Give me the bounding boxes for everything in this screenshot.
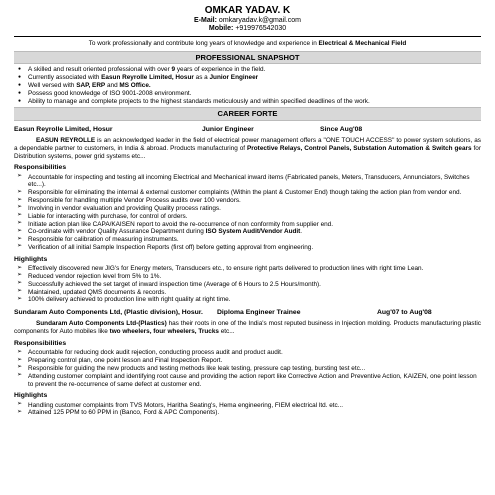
job1-desc-products: Protective Relays, Control Panels, Substation Automation & Switch gears xyxy=(247,144,472,152)
list-item xyxy=(14,281,481,289)
job2-desc-company: Sundaram Auto Components Ltd-(Plastics) xyxy=(36,320,167,328)
list-item xyxy=(14,98,481,106)
job1-header xyxy=(14,126,481,134)
job2-highlights-list xyxy=(14,402,481,418)
list-item-text: Possess good knowledge of ISO 9001-2008 environment. xyxy=(28,89,192,97)
job1-desc-tail: for Distribution systems, power grid systems etc... xyxy=(14,144,481,160)
job2-description xyxy=(14,320,481,336)
list-item xyxy=(14,74,481,82)
list-item-emphasis: ISO System Audit/Vendor Audit xyxy=(205,228,301,236)
list-item xyxy=(14,349,481,357)
list-item-text: Responsible for guiding the new products and testing methods like leak testing, pressure cap testing, bursting test etc... xyxy=(28,364,366,372)
list-item xyxy=(14,213,481,221)
list-item-text: Successfully achieved the set target of inward inspection time (Average of 6 Hours to 2.5 Hours/month). xyxy=(28,280,321,288)
list-item xyxy=(14,236,481,244)
list-item-text: Co-ordinate with vendor Quality Assurance Department during xyxy=(28,228,206,236)
job2-header xyxy=(14,309,481,317)
list-item-text: years of experience in the field. xyxy=(175,66,266,74)
job1-highlights-heading: Highlights xyxy=(14,255,48,263)
list-item-text: . xyxy=(300,228,303,236)
list-item-text: Effectively discovered new JIG's for Energy meters, Transducers etc., to ensure right parts delivered to production lines with right time Lean. xyxy=(28,265,424,273)
list-item-text: Maintained, updated QMS documents & records. xyxy=(28,288,167,296)
job2-responsibilities-list xyxy=(14,349,481,388)
job1-desc-text: is an acknowledged leader in the field of electrical power management offers a "ONE TOUCH ACCESS" to power system solutions, as a dependable partner to customers, in India & abroad. Products manufacturing of xyxy=(14,136,481,152)
list-item xyxy=(14,365,481,373)
job2-highlights-heading: Highlights xyxy=(14,392,48,400)
objective-text: To work professionally and contribute long years of knowledge and experience in xyxy=(88,40,319,48)
list-item xyxy=(14,373,481,389)
job2-desc-tail: etc... xyxy=(218,328,235,336)
job1-description xyxy=(14,137,481,160)
list-item-emphasis: MS Office. xyxy=(119,81,151,89)
job2-responsibilities-heading: Responsibilities xyxy=(14,340,67,348)
list-item-text: Attained 125 PPM to 60 PPM in (Banco, Ford & APC Components). xyxy=(28,409,220,417)
job1-responsibilities-heading: Responsibilities xyxy=(14,164,67,172)
list-item-text: Ability to manage and complete projects to the highest standards meticulously and within specified deadlines of the work. xyxy=(28,97,370,105)
mobile-value: +919976542030 xyxy=(235,25,287,33)
list-item-text: Well versed with xyxy=(28,81,77,89)
list-item xyxy=(14,409,481,417)
list-item-text: Accountable for reducing dock audit rejection, conducting process audit and product audit. xyxy=(28,349,283,357)
job1-responsibilities-list xyxy=(14,174,481,252)
list-item-text: A skilled and result oriented professional with over xyxy=(28,66,172,74)
list-item-text: Attending customer complaint and identifying root cause and providing the action report like Corrective Action and Preventive Action, KAIZEN, one point lesson to prevent the re-occurrence of same defect at customer end. xyxy=(28,372,477,388)
section-header-snapshot: PROFESSIONAL SNAPSHOT xyxy=(14,51,481,64)
list-item-text: Responsible for handling multiple Vendor Process audits over 100 vendors. xyxy=(28,197,241,205)
section-header-career: CAREER FORTE xyxy=(14,107,481,120)
job1-company: Easun Reyrolle Limited, Hosur xyxy=(14,125,113,133)
contact-mobile xyxy=(14,25,481,33)
list-item-text: Preparing control plan, one point lesson and Final Inspection Report. xyxy=(28,357,223,365)
job1-desc-company: EASUN REYROLLE xyxy=(36,136,96,144)
list-item xyxy=(14,66,481,74)
list-item xyxy=(14,221,481,229)
list-item-text: 100% delivery achieved to production line with right quality at right time. xyxy=(28,296,231,304)
list-item xyxy=(14,296,481,304)
header-divider xyxy=(14,36,481,37)
contact-email xyxy=(14,17,481,25)
list-item-emphasis: Junior Engineer xyxy=(209,74,259,82)
job2-date: Aug'07 to Aug'08 xyxy=(377,309,432,317)
list-item-text: Responsible for eliminating the internal & external customer complaints (Within the plant & Customer End) though taking the action plan from vendor end. xyxy=(28,189,462,197)
list-item xyxy=(14,189,481,197)
list-item-text: Responsible for calibration of measuring instruments. xyxy=(28,236,179,244)
objective-field: Electrical & Mechanical Field xyxy=(318,40,407,48)
mobile-label: Mobile: xyxy=(208,25,234,33)
list-item xyxy=(14,244,481,252)
job2-company: Sundaram Auto Components Ltd, (Plastic division), Hosur. xyxy=(14,309,203,317)
job1-date: Since Aug'08 xyxy=(320,125,363,133)
list-item xyxy=(14,265,481,273)
list-item-text: and xyxy=(105,81,120,89)
list-item-text: Handling customer complaints from TVS Motors, Haritha Seating's, Hema engineering, FIEM electrical ltd. etc... xyxy=(28,401,344,409)
list-item xyxy=(14,205,481,213)
list-item xyxy=(14,90,481,98)
list-item xyxy=(14,357,481,365)
candidate-name: OMKAR YADAV. K xyxy=(204,5,291,16)
list-item-text: Involving in vendor evaluation and providing Quality process ratings. xyxy=(28,204,221,212)
list-item-text: as a xyxy=(193,74,210,82)
list-item xyxy=(14,197,481,205)
list-item xyxy=(14,82,481,90)
list-item xyxy=(14,402,481,410)
list-item xyxy=(14,174,481,190)
job1-role: Junior Engineer xyxy=(202,125,254,133)
list-item xyxy=(14,289,481,297)
list-item-text: Accountable for inspecting and testing all incoming Electrical and Mechanical inward items (Fabricated panels, Meters, Transducers, Annunciators, Switches etc...). xyxy=(28,173,470,189)
list-item-text: Verification of all initial Sample Inspection Reports (first off) before getting approval from engineering. xyxy=(28,243,314,251)
list-item-text: Currently associated with xyxy=(28,74,102,82)
list-item-emphasis: Easun Reyrolle Limited, Hosur xyxy=(101,74,194,82)
snapshot-list xyxy=(14,66,481,105)
email-label: E-Mail: xyxy=(194,17,217,25)
list-item-text: Initiate action plan like CAPA/KAISEN report to avoid the re-occurrence of non conformity from supplier end. xyxy=(28,220,334,228)
list-item-emphasis: SAP, ERP xyxy=(76,81,106,89)
job2-desc-products: two wheelers, four wheelers, Trucks xyxy=(109,328,219,336)
list-item xyxy=(14,228,481,236)
list-item-text: Reduced vendor rejection level from 5% to 1%. xyxy=(28,272,162,280)
list-item-emphasis: 9 xyxy=(171,66,176,74)
list-item xyxy=(14,273,481,281)
objective-statement xyxy=(14,40,481,48)
job2-desc-text: has their roots in one of the India's most reputed business in Injection molding. Products manufacturing plastic components for Auto mobiles like xyxy=(14,320,482,336)
list-item-text: Liable for interacting with purchase, for control of orders. xyxy=(28,212,188,220)
job1-highlights-list xyxy=(14,265,481,304)
email-value: omkaryadav.k@gmail.com xyxy=(218,17,301,25)
job2-role: Diploma Engineer Trainee xyxy=(217,309,301,317)
